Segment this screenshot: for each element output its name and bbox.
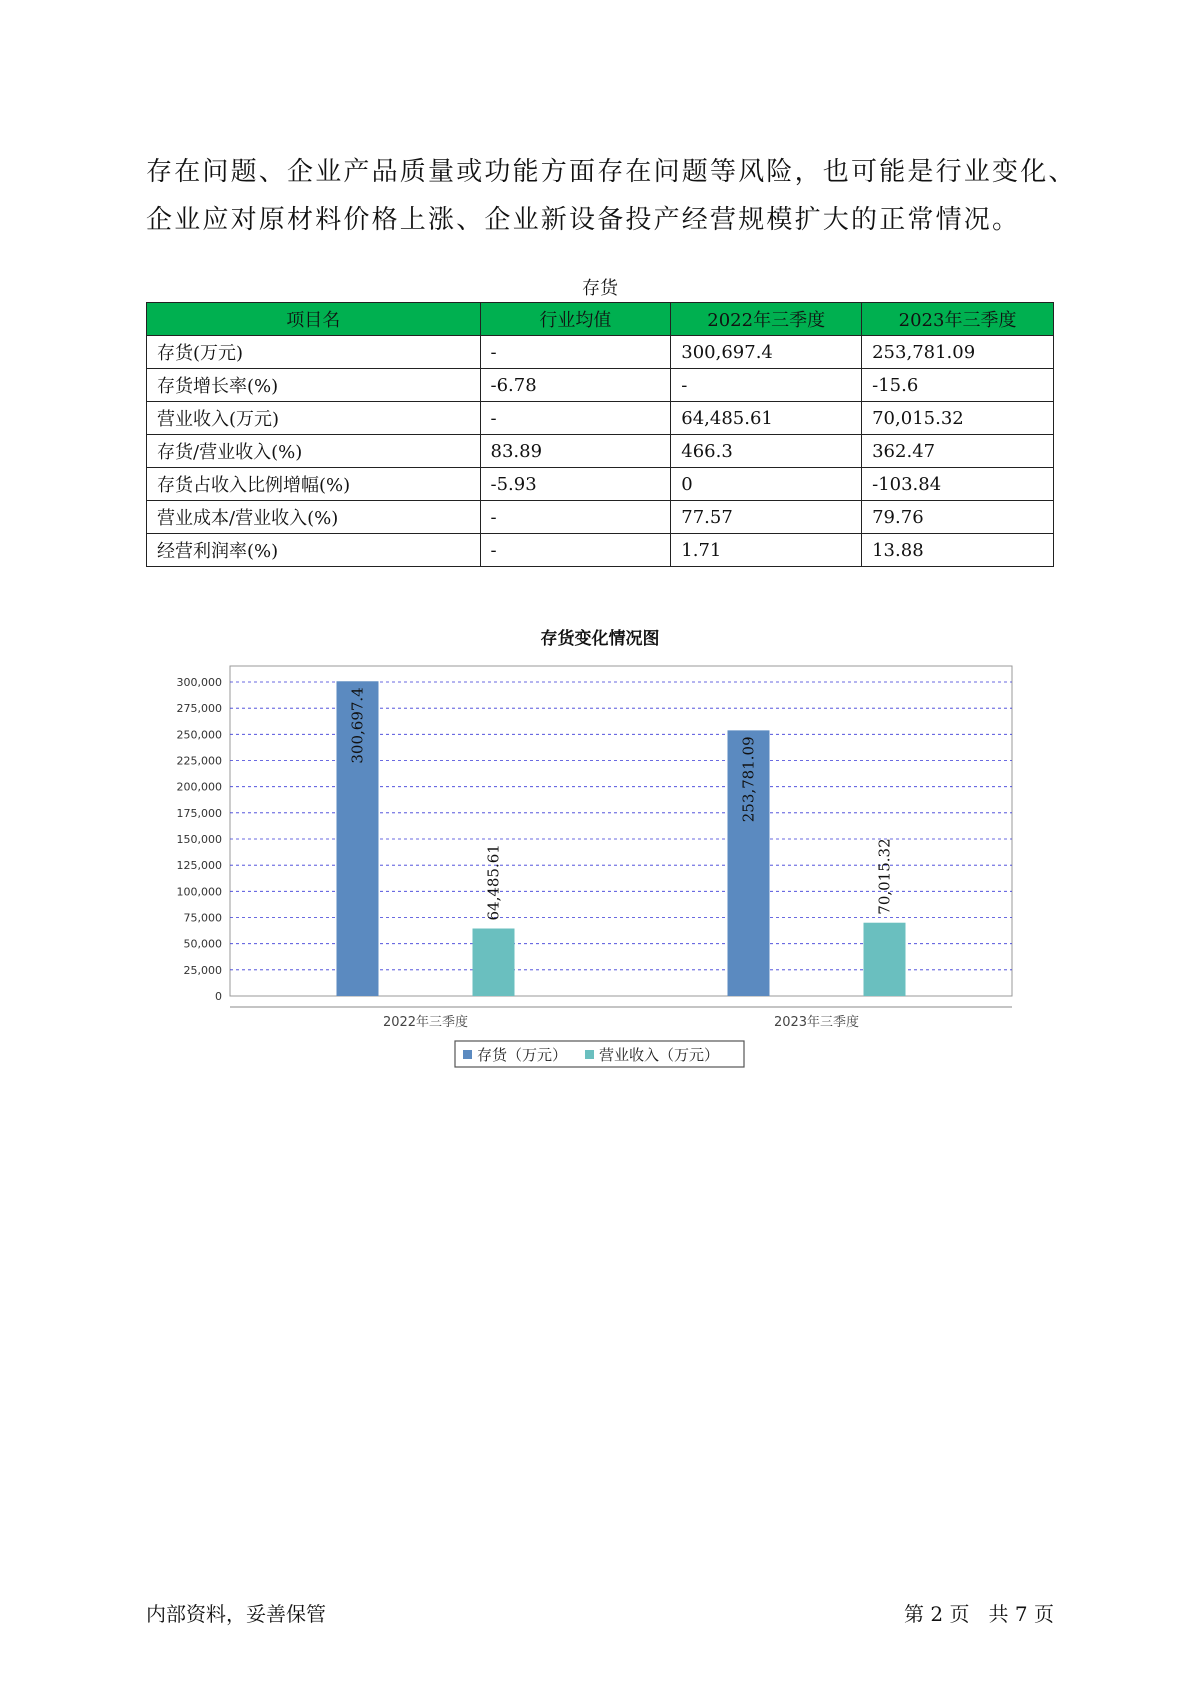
legend-label: 营业收入（万元） xyxy=(599,1046,720,1064)
table-cell: 253,781.09 xyxy=(862,336,1054,369)
table-cell: 营业成本/营业收入(%) xyxy=(147,501,481,534)
footer-confidential-note: 内部资料，妥善保管 xyxy=(146,1602,326,1626)
table-header-cell: 2022年三季度 xyxy=(671,303,862,336)
table-cell: - xyxy=(480,402,671,435)
table-cell: 存货/营业收入(%) xyxy=(147,435,481,468)
table-cell: 13.88 xyxy=(862,534,1054,567)
table-caption: 存货 xyxy=(582,278,618,299)
table-cell: 1.71 xyxy=(671,534,862,567)
table-cell: 64,485.61 xyxy=(671,402,862,435)
data-label: 70,015.32 xyxy=(875,838,894,915)
table-cell: 存货占收入比例增幅(%) xyxy=(147,468,481,501)
x-tick-label: 2023年三季度 xyxy=(773,1015,860,1030)
bar-revenue xyxy=(864,923,906,996)
table-cell: 存货增长率(%) xyxy=(147,369,481,402)
legend-swatch xyxy=(585,1050,594,1059)
bar-revenue xyxy=(473,929,515,996)
table-header-cell: 项目名 xyxy=(147,303,481,336)
table-cell: 466.3 xyxy=(671,435,862,468)
table-cell: 362.47 xyxy=(862,435,1054,468)
legend-swatch xyxy=(463,1050,472,1059)
y-tick-label: 100,000 xyxy=(176,885,222,899)
y-tick-label: 200,000 xyxy=(176,780,222,794)
table-cell: -6.78 xyxy=(480,369,671,402)
table-cell: 77.57 xyxy=(671,501,862,534)
chart-title: 存货变化情况图 xyxy=(540,629,660,649)
table-cell: 83.89 xyxy=(480,435,671,468)
data-label: 300,697.4 xyxy=(348,687,367,764)
y-tick-label: 125,000 xyxy=(176,859,222,873)
footer-page-number: 第 2 页 共 7 页 xyxy=(904,1602,1054,1626)
table-cell: 营业收入(万元) xyxy=(147,402,481,435)
y-tick-label: 225,000 xyxy=(176,754,222,768)
y-tick-label: 275,000 xyxy=(176,702,222,716)
y-tick-label: 50,000 xyxy=(183,937,222,951)
table-header-cell: 2023年三季度 xyxy=(862,303,1054,336)
paragraph-line: 企业应对原材料价格上涨、企业新设备投产经营规模扩大的正常情况。 xyxy=(146,205,1021,235)
y-tick-label: 300,000 xyxy=(176,676,222,689)
table-cell: - xyxy=(671,369,862,402)
paragraph-line: 存在问题、企业产品质量或功能方面存在问题等风险，也可能是行业变化、 xyxy=(146,157,1077,187)
table-cell: - xyxy=(480,501,671,534)
y-tick-label: 25,000 xyxy=(183,963,222,977)
table-cell: 79.76 xyxy=(862,501,1054,534)
table-header-cell: 行业均值 xyxy=(480,303,671,336)
table-cell: 0 xyxy=(671,468,862,501)
y-tick-label: 250,000 xyxy=(176,728,222,742)
table-cell: -15.6 xyxy=(862,369,1054,402)
table-cell: -103.84 xyxy=(862,468,1054,501)
table-cell: 70,015.32 xyxy=(862,402,1054,435)
table-cell: -5.93 xyxy=(480,468,671,501)
table-cell: 经营利润率(%) xyxy=(147,534,481,567)
table-cell: - xyxy=(480,336,671,369)
y-tick-label: 0 xyxy=(215,990,222,1003)
x-tick-label: 2022年三季度 xyxy=(382,1015,469,1030)
y-tick-label: 175,000 xyxy=(176,806,222,820)
y-tick-label: 150,000 xyxy=(176,833,222,846)
data-label: 64,485.61 xyxy=(484,844,503,921)
legend-label: 存货（万元） xyxy=(477,1046,568,1064)
table-cell: 300,697.4 xyxy=(671,336,862,369)
table-cell: 存货(万元) xyxy=(147,336,481,369)
table-cell: - xyxy=(480,534,671,567)
data-label: 253,781.09 xyxy=(739,736,758,823)
y-tick-label: 75,000 xyxy=(183,911,222,925)
